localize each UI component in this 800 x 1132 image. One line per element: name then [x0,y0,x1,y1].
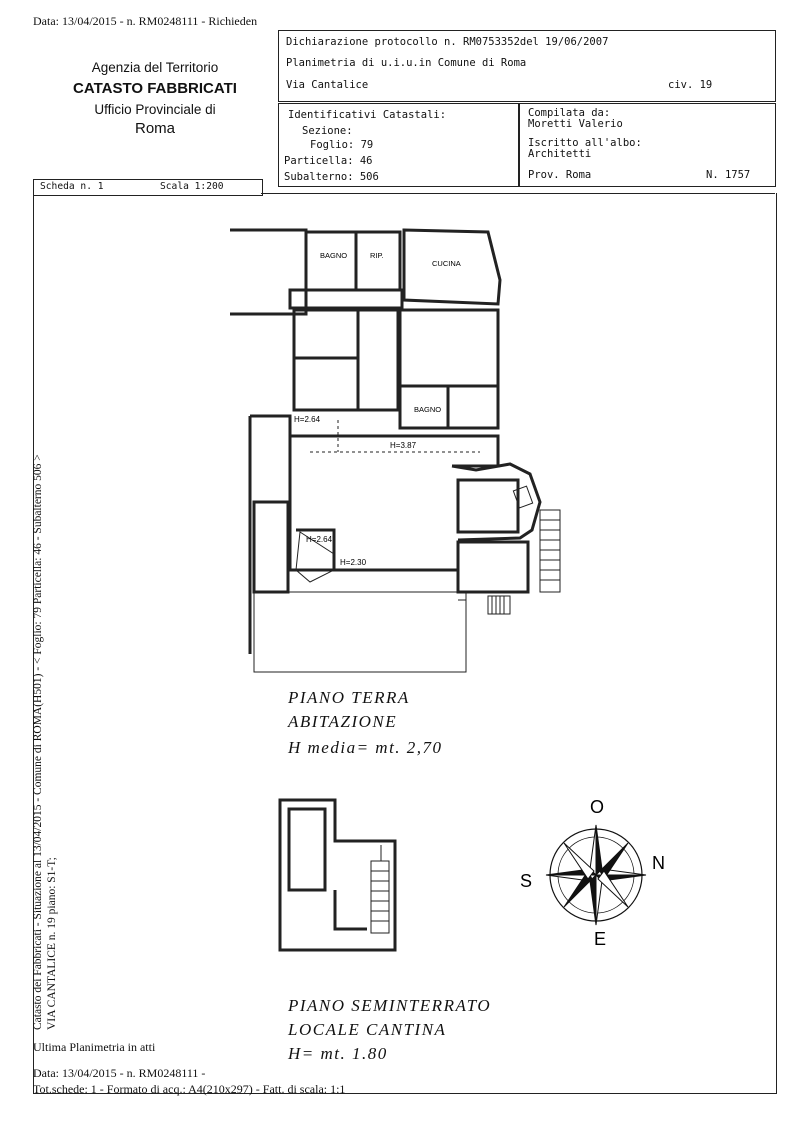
scale: Scala 1:200 [160,181,224,192]
side-text-address: VIA CANTALICE n. 19 piano: S1-T; [46,857,58,1030]
room-label-bagno-2: BAGNO [414,405,442,414]
height-label-230: H=2.30 [340,558,367,567]
height-label-264: H=2.64 [294,415,321,424]
footer-format-line: Tot.schede: 1 - Formato di acq.: A4(210x297) - Fatt. di scala: 1:1 [33,1082,346,1096]
registration-number: N. 1757 [706,169,751,181]
declaration-protocol: Dichiarazione protocollo n. RM0753352del 19/06/2007 [286,36,609,48]
ground-floor-use: ABITAZIONE [288,712,398,731]
foglio-field: Foglio: 79 [310,139,374,151]
compiled-by-name: Moretti Valerio [528,118,623,130]
compass-label-top: O [590,797,605,817]
agency-office: Ufficio Provinciale di [94,102,216,117]
frame-top-rule [261,193,775,194]
civic-number: civ. 19 [668,79,713,91]
agency-name: Agenzia del Territorio [91,60,219,75]
albo-label: Iscritto all'albo: [528,137,642,149]
footer-date-line: Data: 13/04/2015 - n. RM0248111 - [33,1066,206,1080]
agency-city: Roma [134,120,175,137]
room-label-rip: RIP. [370,251,384,260]
basement-title: PIANO SEMINTERRATO [288,996,492,1015]
ground-floor-plan [230,220,570,680]
subalterno-field: Subalterno: 506 [284,171,379,183]
sezione-field: Sezione: [302,125,353,137]
room-label-bagno: BAGNO [320,251,348,260]
compass-label-right: N [652,853,665,873]
compass-rose [510,795,690,955]
side-text-situation: Catasto dei Fabbricati - Situazione al 13/04/2015 - Comune di ROMA(H501) - < Foglio: 79 Particella: 46 - Subalterno 506 > [32,454,44,1030]
scheda-number: Scheda n. 1 [40,181,104,192]
albo-value: Architetti [528,148,592,160]
basement-plan [275,795,415,960]
height-label-387: H=3.87 [390,441,417,450]
compass-label-left: S [520,871,533,891]
document-header-line: Data: 13/04/2015 - n. RM0248111 - Richieden [33,14,258,28]
compiled-by-label: Compilata da: [528,107,611,119]
street-address: Via Cantalice [286,79,369,91]
planimetry-line: Planimetria di u.i.u.in Comune di Roma [286,57,527,69]
identifiers-title: Identificativi Catastali: [288,109,447,121]
last-planimetry-note: Ultima Planimetria in atti [33,1040,156,1054]
ground-floor-title: PIANO TERRA [288,688,410,707]
height-label-264-lower: H=2.64 [306,535,333,544]
basement-use: LOCALE CANTINA [288,1020,447,1039]
room-label-cucina: CUCINA [432,259,461,268]
ground-floor-height: H media= mt. 2,70 [288,738,443,757]
province: Prov. Roma [528,169,592,181]
basement-height: H= mt. 1.80 [288,1044,388,1063]
particella-field: Particella: 46 [284,155,373,167]
compass-label-bottom: E [594,929,607,949]
agency-registry: CATASTO FABBRICATI [73,80,237,97]
